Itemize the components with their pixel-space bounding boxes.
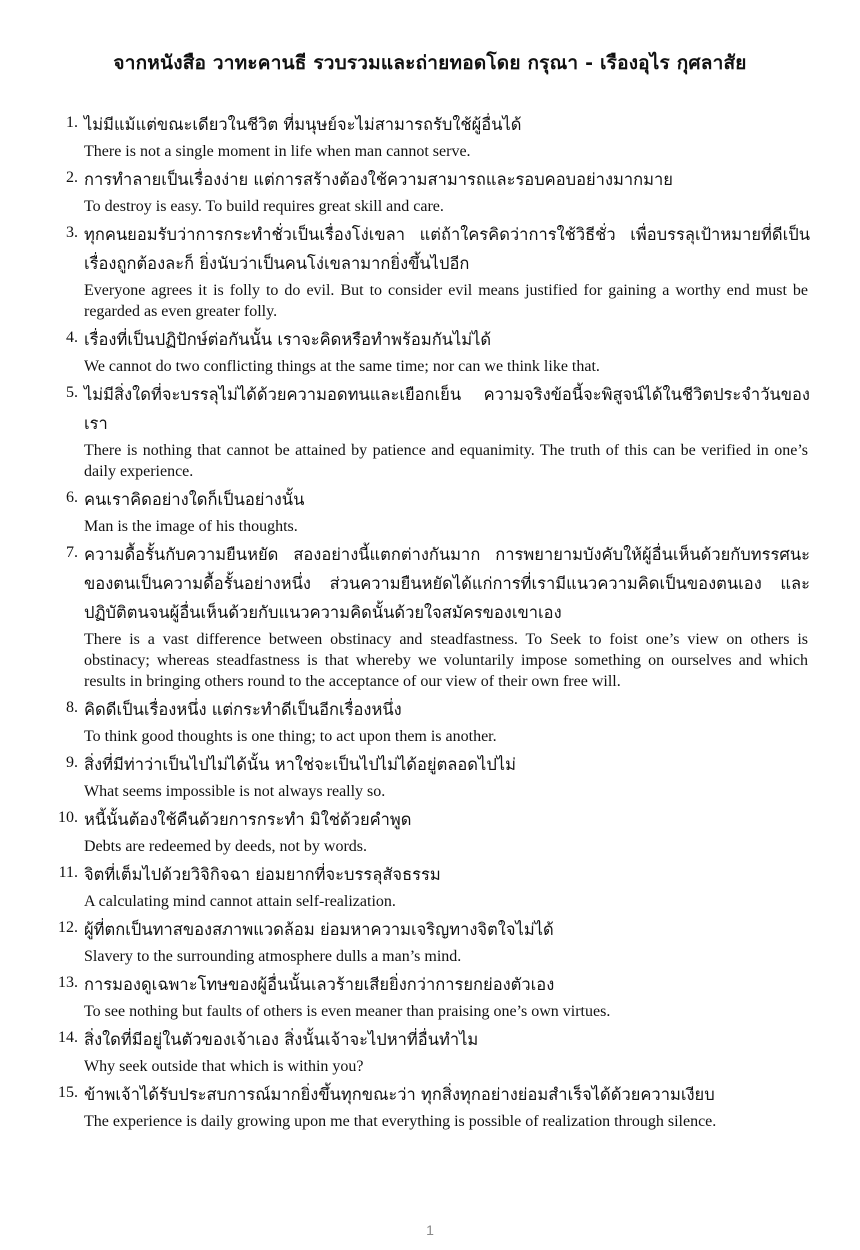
thai-quote: การมองดูเฉพาะโทษของผู้อื่นนั้นเลวร้ายเสียยิ่งกว่าการยกย่องตัวเอง xyxy=(84,975,555,994)
english-quote: To think good thoughts is one thing; to act upon them is another. xyxy=(84,728,497,745)
quote-number: 4. xyxy=(66,329,78,346)
english-quote: The experience is daily growing upon me that everything is possible of realization through silence. xyxy=(84,1113,717,1130)
quote-item xyxy=(50,165,810,217)
english-quote: A calculating mind cannot attain self-realization. xyxy=(84,893,396,910)
quote-number: 2. xyxy=(66,169,78,186)
english-quote: To destroy is easy. To build requires great skill and care. xyxy=(84,198,444,215)
quote-item xyxy=(50,970,810,1022)
quote-number: 1. xyxy=(66,114,78,131)
quote-item xyxy=(50,540,810,692)
thai-quote: ไม่มีสิ่งใดที่จะบรรลุไม่ได้ด้วยความอดทนและเยือกเย็น ความจริงข้อนี้จะพิสูจน์ได้ในชีวิตประจำวันของเรา xyxy=(84,385,810,433)
quote-number: 15. xyxy=(58,1084,78,1101)
english-quote: Everyone agrees it is folly to do evil. But to consider evil means justified for gaining a worthy end must be regarded as even greater folly. xyxy=(84,282,808,320)
english-quote: There is not a single moment in life when man cannot serve. xyxy=(84,143,471,160)
quote-number: 7. xyxy=(66,544,78,561)
quote-item xyxy=(50,915,810,967)
quote-number: 11. xyxy=(58,864,78,881)
thai-quote: เรื่องที่เป็นปฏิปักษ์ต่อกันนั้น เราจะคิดหรือทำพร้อมกันไม่ได้ xyxy=(84,330,492,349)
thai-quote: คิดดีเป็นเรื่องหนึ่ง แต่กระทำดีเป็นอีกเรื่องหนึ่ง xyxy=(84,700,402,719)
thai-quote: สิ่งใดที่มีอยู่ในตัวของเจ้าเอง สิ่งนั้นเจ้าจะไปหาที่อื่นทำไม xyxy=(84,1030,479,1049)
page-title: จากหนังสือ วาทะคานธี รวบรวมและถ่ายทอดโดย กรุณา - เรืองอุไร กุศลาสัย xyxy=(113,52,747,74)
quote-item xyxy=(50,220,810,322)
quote-item xyxy=(50,805,810,857)
quote-number: 6. xyxy=(66,489,78,506)
thai-quote: ผู้ที่ตกเป็นทาสของสภาพแวดล้อม ย่อมหาความเจริญทางจิตใจไม่ได้ xyxy=(84,920,554,939)
english-quote: What seems impossible is not always really so. xyxy=(84,783,386,800)
thai-quote: คนเราคิดอย่างใดก็เป็นอย่างนั้น xyxy=(84,490,305,509)
thai-quote: ไม่มีแม้แต่ขณะเดียวในชีวิต ที่มนุษย์จะไม่สามารถรับใช้ผู้อื่นได้ xyxy=(84,115,522,134)
quote-number: 5. xyxy=(66,384,78,401)
quote-number: 8. xyxy=(66,699,78,716)
quote-number: 10. xyxy=(58,809,78,826)
quote-item xyxy=(50,695,810,747)
thai-quote: ความดื้อรั้นกับความยืนหยัด สองอย่างนี้แตกต่างกันมาก การพยายามบังคับให้ผู้อื่นเห็นด้วยกับทรรศนะของตนเป็นความดื้อรั้นอย่างหนึ่ง ส่วนความยืนหยัดได้แก่การที่เรามีแนวความคิดเป็นของตนเอง และปฏิบัติตนจนผู้อื่นเห็นด้วยกับแนวความคิดนั้นด้วยใจสมัครของเขาเอง xyxy=(84,545,810,622)
quote-item xyxy=(50,110,810,162)
quote-number: 3. xyxy=(66,224,78,241)
thai-quote: ข้าพเจ้าได้รับประสบการณ์มากยิ่งขึ้นทุกขณะว่า ทุกสิ่งทุกอย่างย่อมสำเร็จได้ด้วยความเงียบ xyxy=(84,1085,715,1104)
quote-number: 9. xyxy=(66,754,78,771)
quote-item xyxy=(50,380,810,482)
quote-item xyxy=(50,1080,810,1132)
english-quote: Man is the image of his thoughts. xyxy=(84,518,298,535)
quote-item xyxy=(50,750,810,802)
quote-item xyxy=(50,1025,810,1077)
thai-quote: สิ่งที่มีท่าว่าเป็นไปไม่ได้นั้น หาใช่จะเป็นไปไม่ได้อยู่ตลอดไปไม่ xyxy=(84,755,516,774)
english-quote: Slavery to the surrounding atmosphere dulls a man’s mind. xyxy=(84,948,462,965)
thai-quote: จิตที่เต็มไปด้วยวิจิกิจฉา ย่อมยากที่จะบรรลุสัจธรรม xyxy=(84,865,441,884)
page-number: 1 xyxy=(426,1222,434,1238)
thai-quote: หนี้นั้นต้องใช้คืนด้วยการกระทำ มิใช่ด้วยคำพูด xyxy=(84,810,412,829)
quote-item xyxy=(50,485,810,537)
thai-quote: การทำลายเป็นเรื่องง่าย แต่การสร้างต้องใช้ความสามารถและรอบคอบอย่างมากมาย xyxy=(84,170,673,189)
english-quote: Why seek outside that which is within you? xyxy=(84,1058,364,1075)
quote-number: 14. xyxy=(58,1029,78,1046)
english-quote: We cannot do two conflicting things at the same time; nor can we think like that. xyxy=(84,358,600,375)
quote-item xyxy=(50,325,810,377)
quote-number: 13. xyxy=(58,974,78,991)
quote-item xyxy=(50,860,810,912)
english-quote: There is nothing that cannot be attained by patience and equanimity. The truth of this can be verified in one’s daily experience. xyxy=(84,442,808,480)
quote-number: 12. xyxy=(58,919,78,936)
english-quote: There is a vast difference between obstinacy and steadfastness. To Seek to foist one’s view on others is obstinacy; whereas steadfastness is that whereby we voluntarily impose something on ourselves and which results in bringing others round to the acceptance of our view of their own free will. xyxy=(84,631,808,690)
quote-list xyxy=(50,110,810,1135)
thai-quote: ทุกคนยอมรับว่าการกระทำชั่วเป็นเรื่องโง่เขลา แต่ถ้าใครคิดว่าการใช้วิธีชั่ว เพื่อบรรลุเป้าหมายที่ดีเป็นเรื่องถูกต้องละก็ ยิ่งนับว่าเป็นคนโง่เขลามากยิ่งขึ้นไปอีก xyxy=(84,225,810,273)
english-quote: To see nothing but faults of others is even meaner than praising one’s own virtues. xyxy=(84,1003,611,1020)
english-quote: Debts are redeemed by deeds, not by words. xyxy=(84,838,368,855)
